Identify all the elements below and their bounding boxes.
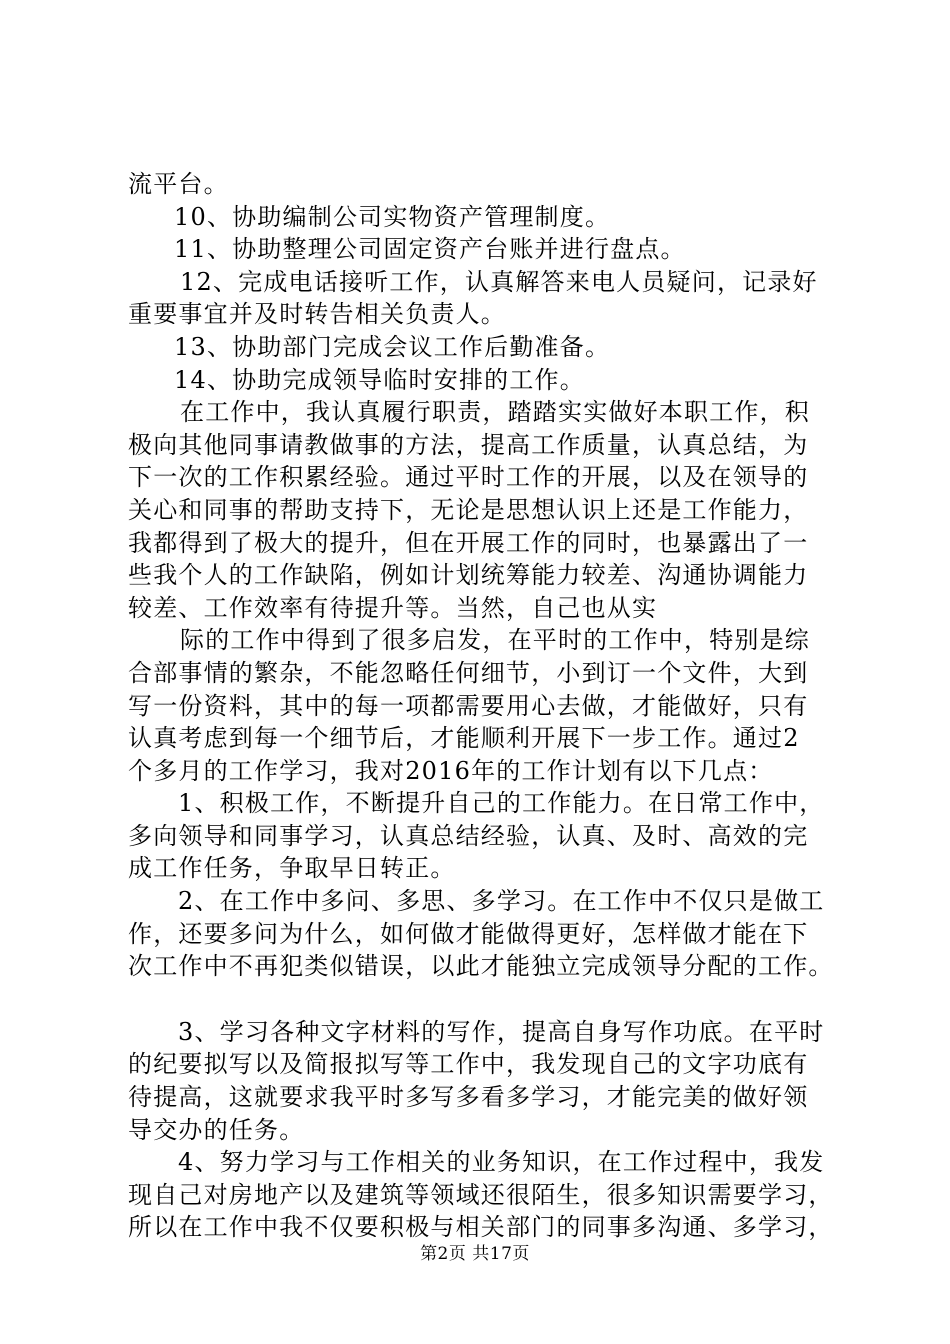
paragraph [128,233,858,266]
text-line: 的纪要拟写以及简报拟写等工作中，我发现自己的文字功底有 [128,1050,809,1079]
paragraph [128,201,858,234]
text-line: 个多月的工作学习，我对2016年的工作计划有以下几点： [128,756,774,785]
text-line: 2、在工作中多问、多思、多学习。在工作中不仅只是做工 [178,887,825,916]
text-line: 关心和同事的帮助支持下，无论是思想认识上还是工作能力， [128,495,809,524]
paragraph [128,1146,858,1244]
paragraph [128,168,858,201]
text-line: 成工作任务，争取早日转正。 [128,854,456,883]
text-line: 现自己对房地产以及建筑等领域还很陌生，很多知识需要学习， [128,1180,834,1209]
text-line: 际的工作中得到了很多启发，在平时的工作中，特别是综 [180,626,810,655]
paragraph-spacer [128,983,858,1016]
text-line: 1、积极工作，不断提升自己的工作能力。在日常工作中， [178,789,825,818]
text-line: 14、协助完成领导临时安排的工作。 [174,365,585,394]
text-line: 作，还要多问为什么，如何做才能做得更好，怎样做才能在下 [128,919,809,948]
document-body [128,168,858,1244]
text-line: 合部事情的繁杂，不能忽略任何细节，小到订一个文件，大到 [128,658,809,687]
text-line: 较差、工作效率有待提升等。当然，自己也从实 [128,593,658,622]
text-line: 认真考虑到每一个细节后，才能顺利开展下一步工作。通过2 [128,724,800,753]
text-line: 11、协助整理公司固定资产台账并进行盘点。 [174,235,686,264]
text-line: 我都得到了极大的提升，但在开展工作的同时，也暴露出了一 [128,528,809,557]
paragraph [128,1016,858,1146]
paragraph [128,396,858,624]
page-footer [0,1244,950,1264]
text-line: 重要事宜并及时转告相关负责人。 [128,300,506,329]
paragraph [128,787,858,885]
text-line: 10、协助编制公司实物资产管理制度。 [174,202,611,231]
text-line: 极向其他同事请教做事的方法，提高工作质量，认真总结，为 [128,430,809,459]
paragraph [128,364,858,397]
text-line: 流平台。 [128,170,229,198]
text-line: 13、协助部门完成会议工作后勤准备。 [174,332,611,361]
text-line: 4、努力学习与工作相关的业务知识，在工作过程中，我发 [178,1148,825,1177]
text-line: 所以在工作中我不仅要积极与相关部门的同事多沟通、多学习， [128,1213,834,1242]
text-line: 写一份资料，其中的每一项都需要用心去做，才能做好，只有 [128,691,809,720]
paragraph [128,331,858,364]
paragraph [128,624,858,787]
text-line: 些我个人的工作缺陷，例如计划统筹能力较差、沟通协调能力 [128,561,809,590]
text-line: 在工作中，我认真履行职责，踏踏实实做好本职工作，积 [180,398,810,427]
text-line: 待提高，这就要求我平时多写多看多学习，才能完美的做好领 [128,1083,809,1112]
text-line: 下一次的工作积累经验。通过平时工作的开展，以及在领导的 [128,463,809,492]
paragraph [128,266,858,331]
text-line: 3、学习各种文字材料的写作，提高自身写作功底。在平时 [178,1017,825,1046]
text-line: 次工作中不再犯类似错误，以此才能独立完成领导分配的工作。 [128,952,834,981]
text-line: 多向领导和同事学习，认真总结经验，认真、及时、高效的完 [128,821,809,850]
text-line: 导交办的任务。 [128,1115,305,1144]
paragraph [128,885,858,983]
text-line: 12、完成电话接听工作，认真解答来电人员疑问，记录好 [180,267,818,296]
page-number: 第2页 共17页 [420,1244,530,1264]
